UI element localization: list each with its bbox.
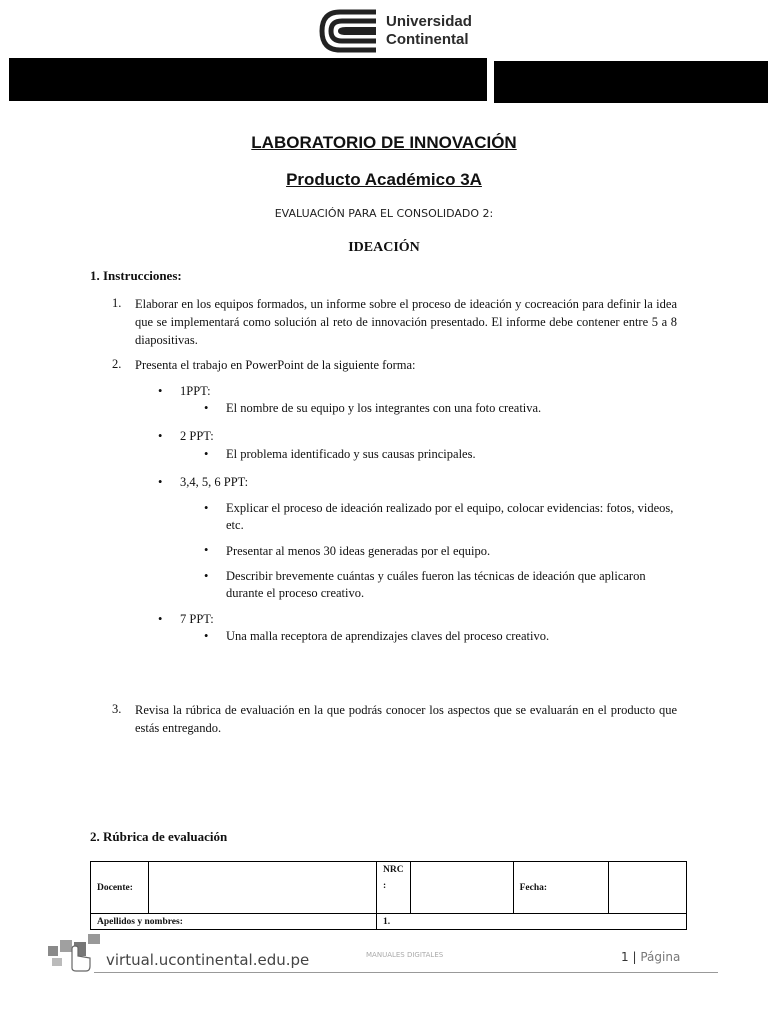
slide-description: El nombre de su equipo y los integrantes con una foto creativa. [226,401,542,415]
slide-description: Describir brevemente cuántas y cuáles fueron las técnicas de ideación que aplicaron durante el proceso creativo. [226,569,646,600]
page-number [621,950,680,964]
redacted-bar-left [9,58,487,101]
page-word: Página [640,950,681,964]
footer-divider [94,972,718,973]
fecha-value [608,862,686,914]
nrc-label-text: NRC [383,865,404,875]
docente-value [149,862,377,914]
page-separator: | [632,950,637,964]
item-number: 3. [112,702,122,716]
bullet: • [158,475,163,489]
rubric-heading: 2. Rúbrica de evaluación [90,829,228,844]
fecha-label: Fecha: [513,862,608,914]
rubric-table [90,861,687,930]
slide-label: 7 PPT: [180,612,214,626]
table-row [91,862,687,914]
manuales-digitales-logo: MANUALES DIGITALES [366,951,444,959]
continental-logo-icon [318,8,380,54]
product-title: Producto Académico 3A [286,170,482,189]
slide-label: 1PPT: [180,384,211,398]
instruction-item-1: Elaborar en los equipos formados, un informe sobre el proceso de ideación y cocreación para definir la idea que se implementará como solución al reto de innovación presentado. El informe debe contener entre 5 a 8 diapositivas. [135,297,677,347]
nrc-colon: : [383,881,387,891]
logo-text-line2: Continental [386,31,469,48]
slide-description: Presentar al menos 30 ideas generadas por el equipo. [226,544,491,558]
instruction-item-2: Presenta el trabajo en PowerPoint de la siguiente forma: [135,358,416,372]
bullet: • [158,612,163,626]
bullet: • [204,543,209,557]
bullet: • [204,569,209,583]
slide-label: 3,4, 5, 6 PPT: [180,475,249,489]
row-number: 1. [377,914,687,930]
ideation-title: IDEACIÓN [348,240,420,255]
bullet: • [204,501,209,515]
footer-url: virtual.ucontinental.edu.pe [106,951,310,969]
redacted-bar-right [494,61,768,103]
touch-hand-icon [48,932,104,972]
nrc-label [377,862,411,914]
nrc-value [410,862,513,914]
bullet: • [204,401,209,415]
item-number: 2. [112,357,122,371]
table-row [91,914,687,930]
slide-label: 2 PPT: [180,429,214,443]
page-number-value: 1 [621,950,629,964]
university-logo [318,8,478,56]
instruction-item-3: Revisa la rúbrica de evaluación en la que podrás conocer los aspectos que se evaluarán en el producto que estás entregando. [135,703,677,735]
lab-title: LABORATORIO DE INNOVACIÓN [251,133,517,152]
slide-description: Explicar el proceso de ideación realizado por el equipo, colocar evidencias: fotos, videos, etc. [226,501,674,532]
item-number: 1. [112,296,122,310]
bullet: • [204,629,209,643]
slide-description: Una malla receptora de aprendizajes claves del proceso creativo. [226,629,550,643]
bullet: • [204,447,209,461]
instructions-heading: 1. Instrucciones: [90,268,182,283]
bullet: • [158,429,163,443]
logo-text-line1: Universidad [386,13,472,30]
docente-label: Docente: [91,862,149,914]
slide-description: El problema identificado y sus causas principales. [226,447,476,461]
apellidos-label: Apellidos y nombres: [91,914,377,930]
bullet: • [158,384,163,398]
evaluation-subtitle: EVALUACIÓN PARA EL CONSOLIDADO 2: [274,207,494,220]
